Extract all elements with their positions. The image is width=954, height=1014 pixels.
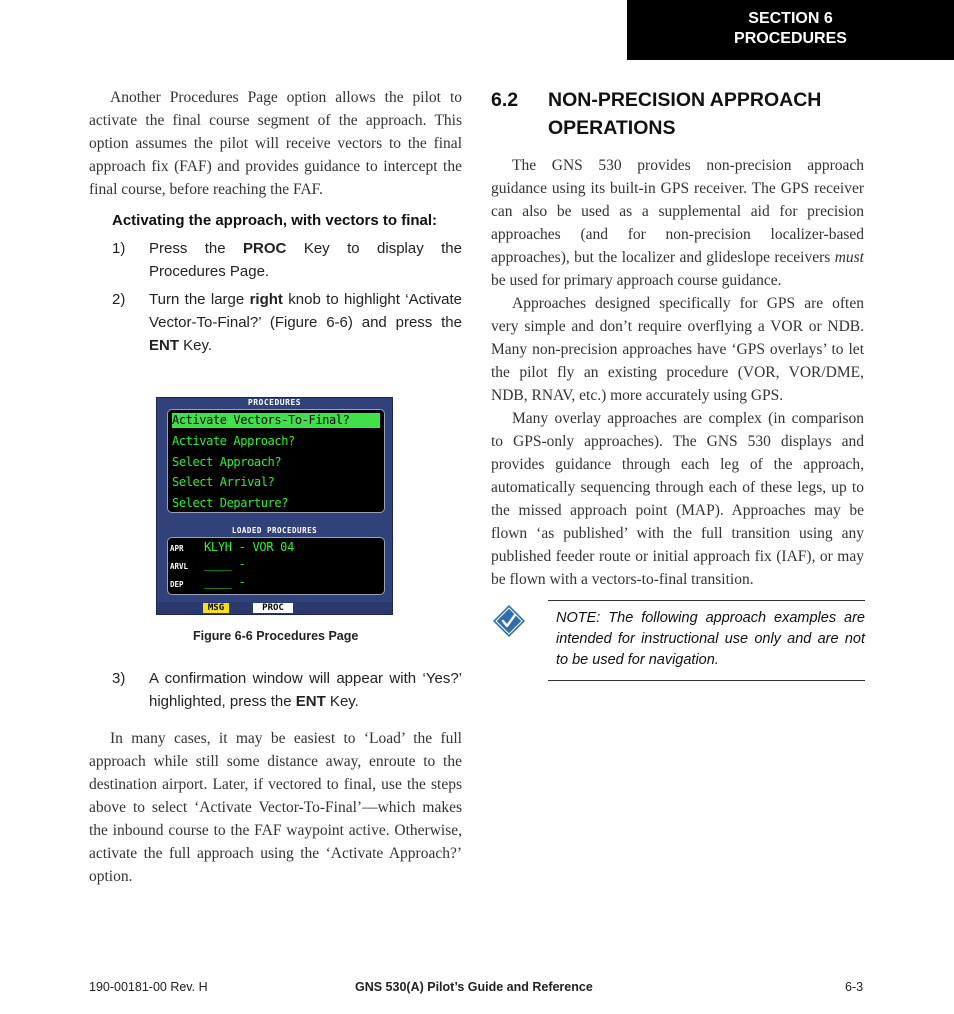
left-column-lower	[89, 667, 462, 888]
intro-paragraph: Another Procedures Page option allows the pilot to activate the final course segment of the approach. This option assumes the pilot will receive vectors to the final approach fix (FAF) and provides guidance to intercept the final course, before reaching the FAF.	[89, 89, 462, 198]
apr-value: KLYH - VOR 04	[204, 540, 295, 554]
dep-value: ____ -	[204, 575, 246, 589]
step-text: Key.	[325, 693, 359, 710]
note-box: NOTE: The following approach examples are intended for instructional use only and are not to be used for navigation.	[548, 600, 865, 681]
msg-annunciator: MSG	[203, 603, 229, 613]
paragraph-3: Many overlay approaches are complex (in comparison to GPS-only approaches). The GNS 530 displays and provides guidance through each leg of the approach, automatically sequencing through each of these legs, up to the missed approach point (MAP). Approaches may be flown ‘as published’ with the full transition using any published feeder route or initial approach fix (IAF), or may be flown with a vectors-to-final transition.	[491, 410, 864, 588]
section-tab	[627, 0, 954, 60]
step-text: Turn the large	[149, 291, 250, 308]
procedures-menu	[167, 409, 385, 513]
knob-name: right	[249, 291, 283, 308]
paragraph-2: Approaches designed specifically for GPS are often very simple and don’t require overflying a VOR or NDB. Many non-precision approaches have ‘GPS overlays’ to let the pilot fly an existing procedure (VOR, VOR/DME, NDB, RNAV, etc.) more accurately using GPS.	[491, 295, 864, 404]
footer-title: GNS 530(A) Pilot’s Guide and Reference	[355, 980, 593, 994]
key-name: ENT	[149, 337, 179, 354]
step-number: 3)	[112, 670, 126, 687]
steps-heading: Activating the approach, with vectors to final:	[112, 212, 438, 229]
menu-item-activate-vtf[interactable]: Activate Vectors-To-Final?	[172, 413, 380, 428]
step-number: 2)	[112, 291, 126, 308]
step-text: Press the	[149, 240, 244, 257]
menu-item-select-departure[interactable]: Select Departure?	[172, 496, 289, 510]
proc-annunciator: PROC	[253, 603, 293, 613]
arvl-value: ____ -	[204, 557, 246, 571]
section-number: SECTION 6	[748, 10, 833, 27]
step-1	[112, 237, 462, 283]
menu-item-activate-approach[interactable]: Activate Approach?	[172, 434, 295, 448]
step-text: Key to display the Procedures Page.	[149, 240, 462, 280]
key-name: PROC	[243, 240, 287, 257]
apr-label: APR	[170, 544, 184, 553]
heading-number: 6.2	[491, 89, 519, 111]
key-name: ENT	[295, 693, 326, 710]
step-2	[112, 288, 462, 357]
step-text: A confirmation window will appear with ‘Yes?’ highlighted, press the	[149, 670, 462, 710]
paragraph-text: The GNS 530 provides non-precision approach guidance using its built-in GPS receiver. The GPS receiver can also be used as a supplemental aid for precision approaches (and for non-precision localizer-based approaches), but the localizer and glideslope receivers	[491, 157, 864, 266]
menu-item-select-arrival[interactable]: Select Arrival?	[172, 475, 275, 489]
heading-text: NON-PRECISION APPROACH OPERATIONS	[548, 89, 822, 139]
paragraph-1	[491, 154, 864, 292]
paragraph-text: be used for primary approach course guidance.	[491, 272, 782, 289]
section-heading	[491, 86, 864, 142]
screen-status-bar	[157, 602, 392, 614]
right-column	[491, 86, 864, 591]
arvl-label: ARVL	[170, 562, 189, 571]
left-column	[89, 86, 462, 357]
footer-doc-number: 190-00181-00 Rev. H	[89, 980, 208, 994]
figure-caption: Figure 6-6 Procedures Page	[193, 629, 359, 643]
note-checkmark-icon	[492, 604, 526, 638]
menu-item-select-approach[interactable]: Select Approach?	[172, 455, 282, 469]
footer-page-number: 6-3	[845, 980, 864, 994]
step-text: knob to highlight ‘Activate Vector-To-Final?’ (Figure 6-6) and press the	[149, 291, 462, 331]
step-number: 1)	[112, 240, 126, 257]
loaded-procedures-box	[167, 537, 385, 595]
outro-paragraph: In many cases, it may be easiest to ‘Load’ the full approach while still some distance away, enroute to the destination airport. Later, if vectored to final, use the steps above to select ‘Activate Vector-To-Final’—which makes the inbound course to the FAF waypoint active. Otherwise, activate the full approach using the ‘Activate Approach?’ option.	[89, 730, 462, 885]
emphasis-text: must	[834, 249, 864, 266]
section-title: PROCEDURES	[734, 30, 847, 47]
screen-title: PROCEDURES	[247, 398, 302, 407]
step-3	[112, 667, 462, 713]
loaded-procedures-title: LOADED PROCEDURES	[231, 526, 318, 535]
step-text: Key.	[179, 337, 213, 354]
procedures-page-screen	[156, 397, 393, 615]
dep-label: DEP	[170, 580, 184, 589]
